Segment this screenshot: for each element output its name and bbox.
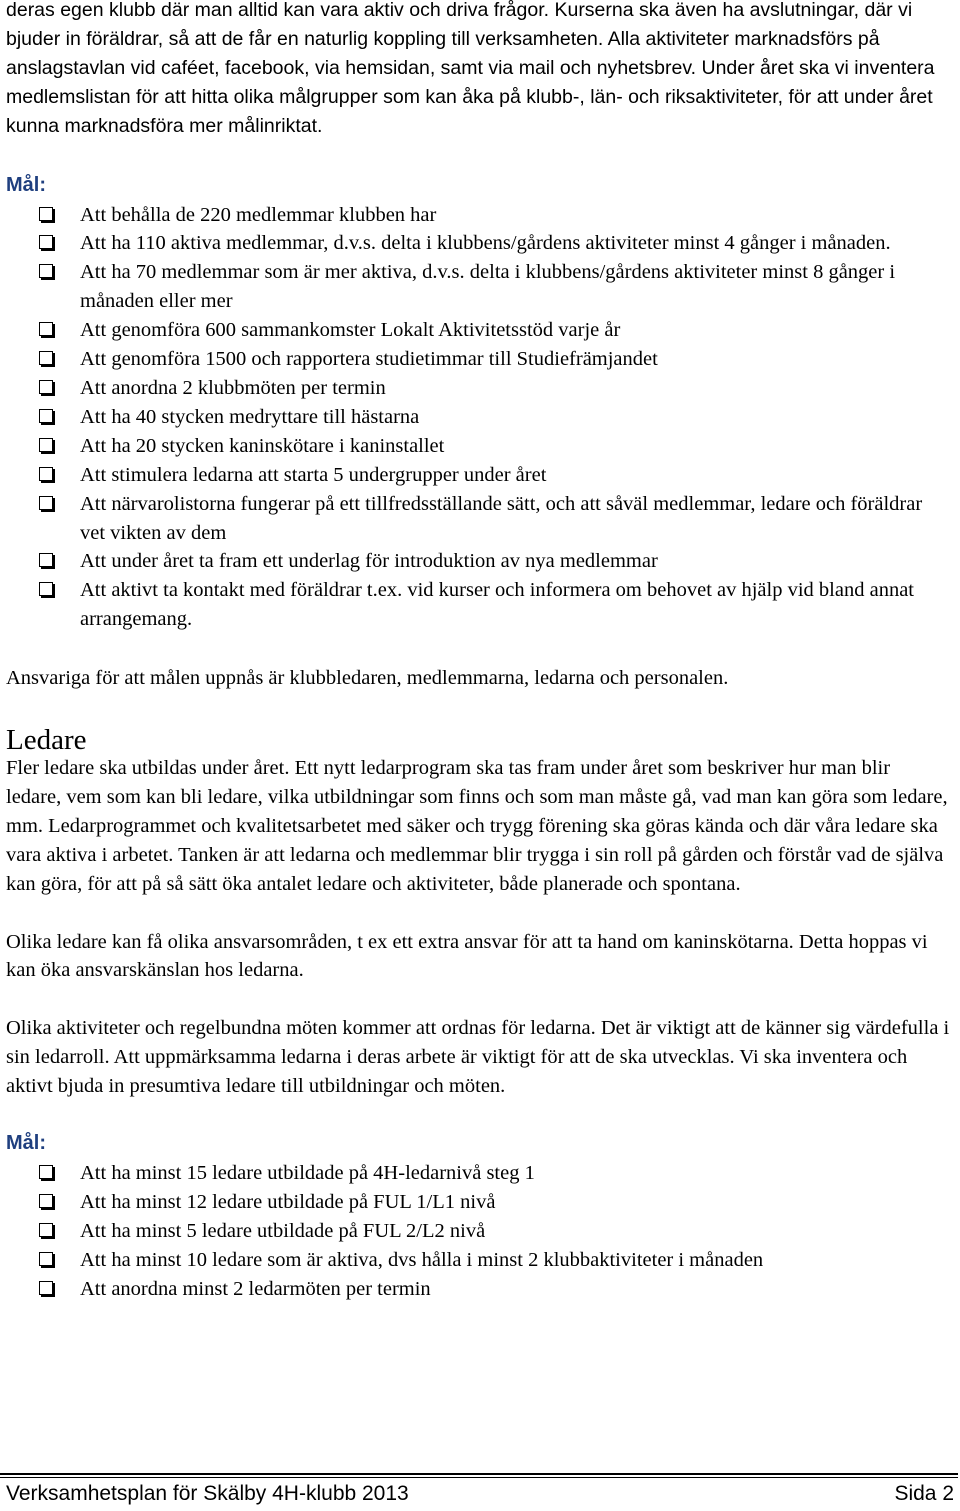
- checkbox-icon: [39, 235, 53, 249]
- page-number: Sida 2: [894, 1482, 954, 1505]
- checkbox-icon: [39, 1223, 53, 1237]
- footer-divider: [0, 1473, 958, 1475]
- goals-heading-2: Mål:: [6, 1132, 46, 1155]
- footer-divider-thin: [0, 1477, 958, 1478]
- checkbox-icon: [39, 496, 53, 510]
- checkbox-icon: [39, 207, 53, 221]
- goals-list: [6, 201, 950, 635]
- checkbox-icon: [39, 1165, 53, 1179]
- leader-goals-list: [6, 1159, 950, 1304]
- checkbox-icon: [39, 322, 53, 336]
- list-item: Att ha minst 15 ledare utbildade på 4H-ledarnivå steg 1: [6, 1159, 950, 1188]
- list-item: Att genomföra 600 sammankomster Lokalt Aktivitetsstöd varje år: [6, 316, 950, 345]
- list-item: Att behålla de 220 medlemmar klubben har: [6, 201, 950, 230]
- footer-title: Verksamhetsplan för Skälby 4H-klubb 2013: [6, 1482, 409, 1505]
- goals-heading: Mål:: [6, 173, 46, 196]
- checkbox-icon: [39, 351, 53, 365]
- checkbox-icon: [39, 582, 53, 596]
- checkbox-icon: [39, 467, 53, 481]
- document-page: [6, 0, 950, 1304]
- ledare-paragraph-1: Fler ledare ska utbildas under året. Ett nytt ledarprogram ska tas fram under året som beskriver hur man blir ledare, vem som kan bli ledare, vilka utbildningar som finns och som man måste gå, vad man kan göra som ledare, mm. Ledarprogrammet och kvalitetsarbetet med säker och trygg förening ska göras kända och där våra ledare ska vara aktiva i arbetet. Tanken är att ledarna och medlemmar blir trygga i sin roll på gården och förstår vad de själva kan göra, för att på så sätt öka antalet ledare och aktiviteter, både planerade och spontana.: [6, 757, 948, 895]
- list-item: Att ha 40 stycken medryttare till hästarna: [6, 403, 950, 432]
- list-item: Att anordna minst 2 ledarmöten per termin: [6, 1275, 950, 1304]
- checkbox-icon: [39, 380, 53, 394]
- checkbox-icon: [39, 1252, 53, 1266]
- list-item: Att anordna 2 klubbmöten per termin: [6, 374, 950, 403]
- checkbox-icon: [39, 409, 53, 423]
- checkbox-icon: [39, 1194, 53, 1208]
- ledare-paragraph-2: Olika ledare kan få olika ansvarsområden, t ex ett extra ansvar för att ta hand om kaninskötarna. Detta hoppas vi kan öka ansvarskänslan hos ledarna.: [6, 930, 928, 982]
- checkbox-icon: [39, 438, 53, 452]
- responsible-paragraph: Ansvariga för att målen uppnås är klubbledaren, medlemmarna, ledarna och personalen.: [6, 667, 729, 690]
- checkbox-icon: [39, 264, 53, 278]
- list-item: Att ha 70 medlemmar som är mer aktiva, d.v.s. delta i klubbens/gårdens aktiviteter minst 8 gånger i månaden eller mer: [6, 258, 950, 316]
- list-item: Att aktivt ta kontakt med föräldrar t.ex. vid kurser och informera om behovet av hjälp vid bland annat arrangemang.: [6, 576, 950, 634]
- intro-paragraph: deras egen klubb där man alltid kan vara aktiv och driva frågor. Kurserna ska även ha avslutningar, där vi bjuder in föräldrar, så att de får en naturlig koppling till verksamheten. Alla aktiviteter marknadsförs på anslagstavlan vid caféet, facebook, via hemsidan, samt via mail och nyhetsbrev. Under året ska vi inventera medlemslistan för att hitta olika målgrupper som kan åka på klubb-, län- och riksaktiviteter, för att under året kunna marknadsföra mer målinriktat.: [6, 0, 935, 137]
- list-item: Att ha 20 stycken kaninskötare i kaninstallet: [6, 432, 950, 461]
- list-item: Att närvarolistorna fungerar på ett tillfredsställande sätt, och att såväl medlemmar, ledare och föräldrar vet vikten av dem: [6, 490, 950, 548]
- page-footer: [6, 1482, 954, 1506]
- list-item: Att ha minst 10 ledare som är aktiva, dvs hålla i minst 2 klubbaktiviteter i månaden: [6, 1246, 950, 1275]
- checkbox-icon: [39, 553, 53, 567]
- list-item: Att under året ta fram ett underlag för introduktion av nya medlemmar: [6, 547, 950, 576]
- list-item: Att ha 110 aktiva medlemmar, d.v.s. delta i klubbens/gårdens aktiviteter minst 4 gånger i månaden.: [6, 229, 950, 258]
- list-item: Att ha minst 5 ledare utbildade på FUL 2/L2 nivå: [6, 1217, 950, 1246]
- list-item: Att stimulera ledarna att starta 5 undergrupper under året: [6, 461, 950, 490]
- section-heading-ledare: Ledare: [6, 724, 87, 757]
- checkbox-icon: [39, 1281, 53, 1295]
- ledare-paragraph-3: Olika aktiviteter och regelbundna möten kommer att ordnas för ledarna. Det är viktigt att de känner sig värdefulla i sin ledarroll. Att uppmärksamma ledarna i deras arbete är viktigt för att de ska utvecklas. Vi ska inventera och aktivt bjuda in presumtiva ledare till utbildningar och möten.: [6, 1017, 950, 1098]
- list-item: Att genomföra 1500 och rapportera studietimmar till Studiefrämjandet: [6, 345, 950, 374]
- list-item: Att ha minst 12 ledare utbildade på FUL 1/L1 nivå: [6, 1188, 950, 1217]
